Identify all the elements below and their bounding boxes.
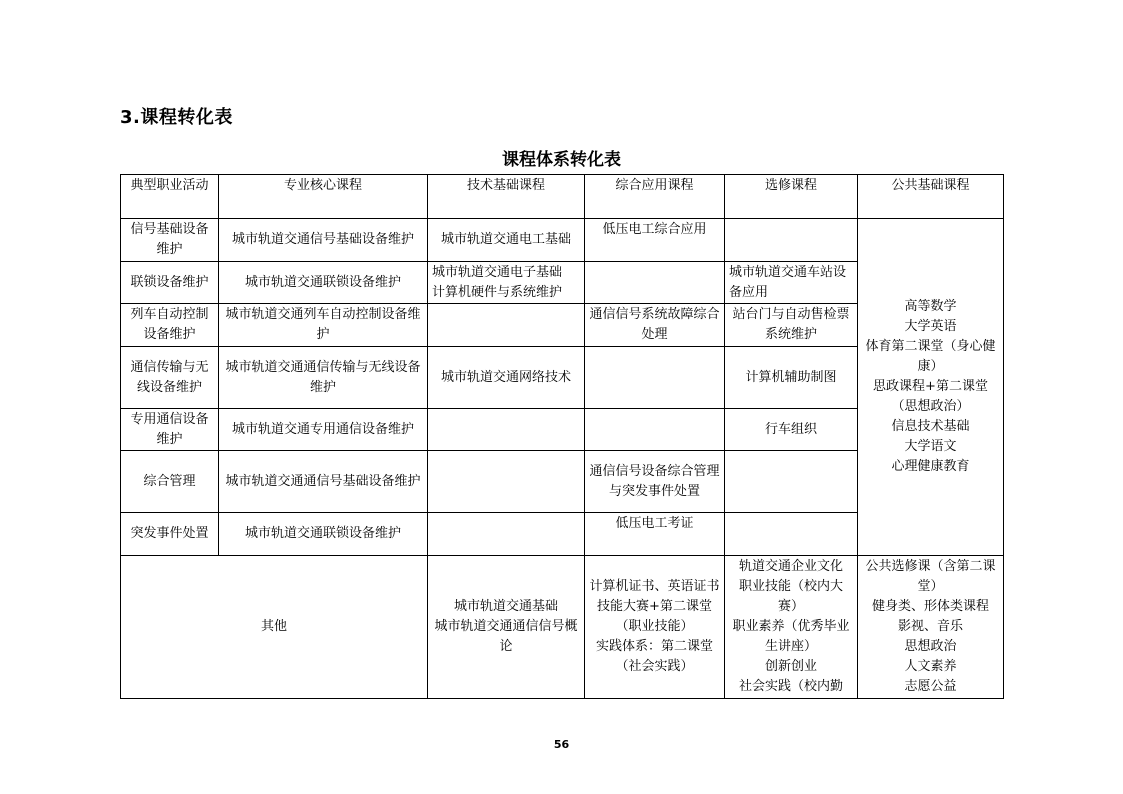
header-row bbox=[121, 175, 1004, 219]
other-label-cell: 其他 bbox=[121, 556, 428, 699]
activity-cell: 信号基础设备维护 bbox=[121, 219, 219, 262]
header-cell-core: 专业核心课程 bbox=[219, 175, 428, 219]
other-applied-cell: 计算机证书、英语证书 技能大赛+第二课堂（职业技能） 实践体系：第二课堂（社会实践） bbox=[585, 556, 725, 699]
table-title: 课程体系转化表 bbox=[502, 150, 621, 170]
core-course-cell: 城市轨道交通专用通信设备维护 bbox=[219, 409, 428, 451]
applied-course-cell: 通信信号系统故障综合处理 bbox=[585, 304, 725, 347]
page-number: 56 bbox=[553, 738, 570, 751]
activity-cell: 综合管理 bbox=[121, 451, 219, 513]
other-row bbox=[121, 556, 1004, 699]
applied-course-cell: 低压电工综合应用 bbox=[585, 219, 725, 262]
activity-cell: 突发事件处置 bbox=[121, 513, 219, 556]
elective-course-cell bbox=[725, 451, 858, 513]
tech-course-cell: 城市轨道交通电工基础 bbox=[428, 219, 585, 262]
section-heading: 3.课程转化表 bbox=[120, 107, 233, 128]
core-course-cell: 城市轨道交通信号基础设备维护 bbox=[219, 219, 428, 262]
activity-cell: 联锁设备维护 bbox=[121, 262, 219, 304]
table-row bbox=[121, 219, 1004, 262]
activity-cell: 通信传输与无线设备维护 bbox=[121, 347, 219, 409]
tech-course-cell bbox=[428, 451, 585, 513]
applied-course-cell bbox=[585, 347, 725, 409]
applied-course-cell: 通信信号设备综合管理与突发事件处置 bbox=[585, 451, 725, 513]
public-foundation-cell: 高等数学 大学英语 体育第二课堂（身心健康） 思政课程+第二课堂（思想政治） 信息技术基础 大学语文 心理健康教育 bbox=[858, 219, 1004, 556]
course-conversion-table bbox=[120, 174, 1004, 699]
core-course-cell: 城市轨道交通通信传输与无线设备维护 bbox=[219, 347, 428, 409]
elective-course-cell bbox=[725, 219, 858, 262]
core-course-cell: 城市轨道交通联锁设备维护 bbox=[219, 513, 428, 556]
header-cell-elective: 选修课程 bbox=[725, 175, 858, 219]
activity-cell: 专用通信设备维护 bbox=[121, 409, 219, 451]
applied-course-cell bbox=[585, 409, 725, 451]
elective-course-cell: 计算机辅助制图 bbox=[725, 347, 858, 409]
tech-course-cell: 城市轨道交通电子基础 计算机硬件与系统维护 bbox=[428, 262, 585, 304]
elective-course-cell bbox=[725, 513, 858, 556]
tech-course-cell bbox=[428, 513, 585, 556]
header-cell-tech: 技术基础课程 bbox=[428, 175, 585, 219]
core-course-cell: 城市轨道交通通信号基础设备维护 bbox=[219, 451, 428, 513]
elective-course-cell: 行车组织 bbox=[725, 409, 858, 451]
header-cell-activity: 典型职业活动 bbox=[121, 175, 219, 219]
header-cell-applied: 综合应用课程 bbox=[585, 175, 725, 219]
activity-cell: 列车自动控制设备维护 bbox=[121, 304, 219, 347]
core-course-cell: 城市轨道交通联锁设备维护 bbox=[219, 262, 428, 304]
core-course-cell: 城市轨道交通列车自动控制设备维护 bbox=[219, 304, 428, 347]
applied-course-cell: 低压电工考证 bbox=[585, 513, 725, 556]
other-tech-cell: 城市轨道交通基础 城市轨道交通通信信号概论 bbox=[428, 556, 585, 699]
applied-course-cell bbox=[585, 262, 725, 304]
tech-course-cell bbox=[428, 409, 585, 451]
elective-course-cell: 城市轨道交通车站设备应用 bbox=[725, 262, 858, 304]
tech-course-cell: 城市轨道交通网络技术 bbox=[428, 347, 585, 409]
other-public-cell: 公共选修课（含第二课堂） 健身类、形体类课程 影视、音乐 思想政治 人文素养 志愿公益 bbox=[858, 556, 1004, 699]
other-elective-cell: 轨道交通企业文化 职业技能（校内大赛） 职业素养（优秀毕业生讲座） 创新创业 社会实践（校内勤 bbox=[725, 556, 858, 699]
elective-course-cell: 站台门与自动售检票系统维护 bbox=[725, 304, 858, 347]
tech-course-cell bbox=[428, 304, 585, 347]
header-cell-public: 公共基础课程 bbox=[858, 175, 1004, 219]
